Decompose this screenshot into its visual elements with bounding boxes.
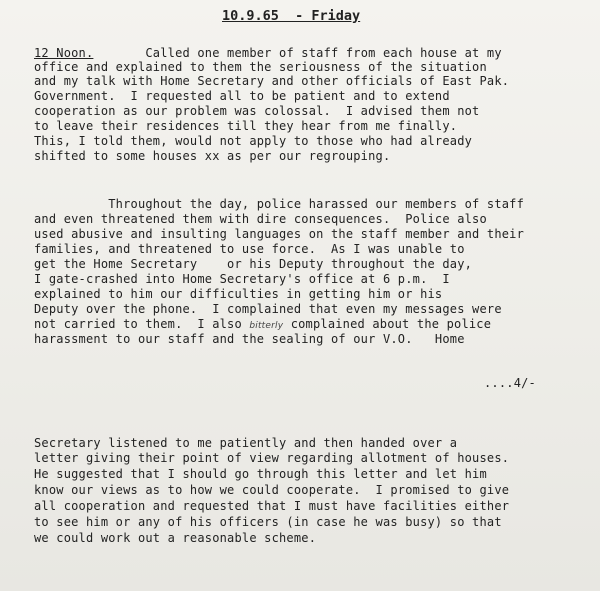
section2-line-9 — [34, 317, 491, 333]
section1-first-line — [34, 46, 502, 60]
section3-line-1: Secretary listened to me patiently and then handed over a — [34, 436, 458, 450]
section1-line-5: cooperation as our problem was colossal. I advised them not — [34, 104, 480, 118]
section2-line-8: Deputy over the phone. I complained that even my messages were — [34, 302, 502, 316]
section3-line-7: we could work out a reasonable scheme. — [34, 531, 317, 545]
page-continuation-marker: ....4/- — [484, 376, 536, 390]
section1-line-8: shifted to some houses xx as per our regrouping. — [34, 149, 391, 163]
section2-line-2: and even threatened them with dire consequences. Police also — [34, 212, 487, 226]
section1-line-7: This, I told them, would not apply to those who had already — [34, 134, 473, 148]
section1-line-3: and my talk with Home Secretary and other officials of East Pak. — [34, 74, 510, 88]
section1-line-2: office and explained to them the seriousness of the situation — [34, 60, 487, 74]
section2-line-9-start: not carried to them. I also — [34, 317, 242, 331]
time-heading: 12 Noon. — [34, 46, 94, 60]
page-title: 10.9.65 - Friday — [222, 8, 361, 24]
section2-line-1: Throughout the day, police harassed our members of staff — [34, 197, 525, 211]
section3-line-2: letter giving their point of view regarding allotment of houses. — [34, 451, 510, 465]
section1-line-1: Called one member of staff from each house at my — [93, 46, 502, 60]
section3-line-4: know our views as to how we could cooperate. I promised to give — [34, 483, 510, 497]
section2-line-6: I gate-crashed into Home Secretary's office at 6 p.m. I — [34, 272, 450, 286]
section1-line-6: to leave their residences till they hear from me finally. — [34, 119, 458, 133]
section3-line-5: all cooperation and requested that I must have facilities either — [34, 499, 510, 513]
section2-line-10: harassment to our staff and the sealing of our V.O. Home — [34, 332, 465, 346]
handwritten-insert: bitterly — [249, 321, 284, 331]
section3-line-6: to see him or any of his officers (in case he was busy) so that — [34, 515, 502, 529]
section2-line-3: used abusive and insulting languages on the staff member and their — [34, 227, 525, 241]
section2-line-5: get the Home Secretary or his Deputy throughout the day, — [34, 257, 473, 271]
section2-line-7: explained to him our difficulties in getting him or his — [34, 287, 443, 301]
section1-line-4: Government. I requested all to be patient and to extend — [34, 89, 450, 103]
section3-line-3: He suggested that I should go through this letter and let him — [34, 467, 487, 481]
section2-line-9-end: complained about the police — [283, 317, 492, 331]
section2-line-4: families, and threatened to use force. As I was unable to — [34, 242, 465, 256]
